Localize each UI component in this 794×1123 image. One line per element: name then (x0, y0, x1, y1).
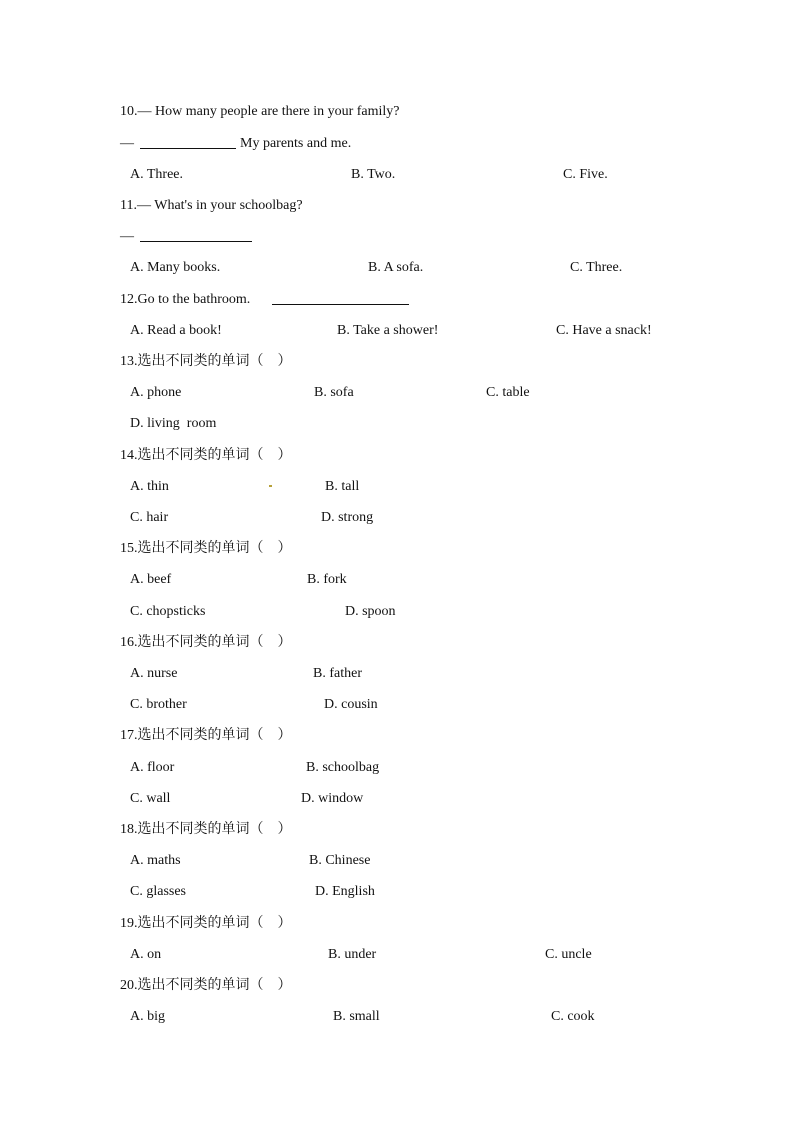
question-11-prompt: 11.— What's in your schoolbag? (120, 198, 303, 213)
option-b[interactable]: B. Chinese (309, 853, 371, 868)
option-a[interactable]: A. big (130, 1009, 165, 1024)
option-a[interactable]: A. floor (130, 760, 175, 775)
option-b[interactable]: B. fork (307, 572, 347, 587)
option-a[interactable]: A. on (130, 947, 162, 962)
question-20-prompt: 20.选出不同类的单词（ ） (120, 978, 292, 993)
question-19-prompt: 19.选出不同类的单词（ ） (120, 916, 292, 931)
option-a[interactable]: A. Read a book! (130, 323, 222, 338)
question-11-prompt-line (0, 196, 794, 216)
question-16-options-row2 (0, 695, 794, 715)
question-18-options-row1 (0, 851, 794, 871)
option-d[interactable]: D. window (301, 791, 364, 806)
question-16-prompt-line (0, 633, 794, 653)
question-11-answer-dash: — (120, 229, 134, 244)
question-14-prompt: 14.选出不同类的单词（ ） (120, 448, 292, 463)
option-c[interactable]: C. glasses (130, 884, 186, 899)
option-a[interactable]: A. Three. (130, 167, 183, 182)
question-15-prompt: 15.选出不同类的单词（ ） (120, 541, 292, 556)
question-17-options-row2 (0, 789, 794, 809)
question-10-answer-line (0, 134, 794, 154)
question-13-prompt: 13.选出不同类的单词（ ） (120, 354, 292, 369)
question-19-prompt-line (0, 914, 794, 934)
option-c[interactable]: C. Five. (563, 167, 608, 182)
question-18-prompt-line (0, 820, 794, 840)
question-11-answer-blank[interactable] (140, 227, 252, 249)
option-c[interactable]: C. brother (130, 697, 187, 712)
question-12-options (0, 321, 794, 341)
question-18-options-row2 (0, 882, 794, 902)
question-11-answer-line (0, 227, 794, 247)
question-10-answer-suffix: My parents and me. (240, 136, 352, 151)
option-c[interactable]: C. hair (130, 510, 169, 525)
question-15-options-row2 (0, 602, 794, 622)
question-12-answer-blank[interactable] (272, 290, 409, 312)
question-11-options (0, 258, 794, 278)
option-c[interactable]: C. Have a snack! (556, 323, 652, 338)
question-19-options (0, 945, 794, 965)
question-16-options-row1 (0, 664, 794, 684)
question-10-answer-blank[interactable] (140, 134, 236, 156)
option-d[interactable]: D. English (315, 884, 375, 899)
option-b[interactable]: B. A sofa. (368, 260, 424, 275)
option-c[interactable]: C. Three. (570, 260, 623, 275)
option-d[interactable]: D. spoon (345, 604, 396, 619)
option-d[interactable]: D. living room (130, 416, 217, 431)
stray-mark (269, 485, 272, 487)
option-d[interactable]: D. cousin (324, 697, 378, 712)
question-17-options-row1 (0, 758, 794, 778)
option-a[interactable]: A. maths (130, 853, 181, 868)
option-c[interactable]: C. uncle (545, 947, 592, 962)
option-b[interactable]: B. father (313, 666, 362, 681)
option-c[interactable]: C. wall (130, 791, 171, 806)
option-c[interactable]: C. chopsticks (130, 604, 206, 619)
question-14-prompt-line (0, 446, 794, 466)
option-a[interactable]: A. thin (130, 479, 169, 494)
option-c[interactable]: C. table (486, 385, 530, 400)
question-10-prompt: 10.— How many people are there in your family? (120, 104, 400, 119)
option-b[interactable]: B. sofa (314, 385, 354, 400)
question-17-prompt-line (0, 726, 794, 746)
option-b[interactable]: B. tall (325, 479, 360, 494)
option-b[interactable]: B. schoolbag (306, 760, 380, 775)
question-17-prompt: 17.选出不同类的单词（ ） (120, 728, 292, 743)
option-a[interactable]: A. nurse (130, 666, 178, 681)
question-12-prompt: 12.Go to the bathroom. (120, 292, 251, 307)
option-d[interactable]: D. strong (321, 510, 374, 525)
question-10-answer-dash: — (120, 136, 134, 151)
question-20-prompt-line (0, 976, 794, 996)
question-20-options (0, 1007, 794, 1027)
question-13-prompt-line (0, 352, 794, 372)
option-c[interactable]: C. cook (551, 1009, 595, 1024)
option-a[interactable]: A. beef (130, 572, 172, 587)
question-15-prompt-line (0, 539, 794, 559)
question-10-options (0, 165, 794, 185)
option-b[interactable]: B. under (328, 947, 377, 962)
option-b[interactable]: B. Two. (351, 167, 396, 182)
question-18-prompt: 18.选出不同类的单词（ ） (120, 822, 292, 837)
option-b[interactable]: B. small (333, 1009, 380, 1024)
question-14-options-row2 (0, 508, 794, 528)
question-13-options-row2 (0, 414, 794, 434)
question-12-prompt-line (0, 290, 794, 310)
question-10-prompt-line (0, 102, 794, 122)
option-b[interactable]: B. Take a shower! (337, 323, 439, 338)
option-a[interactable]: A. Many books. (130, 260, 221, 275)
question-14-options-row1 (0, 477, 794, 497)
question-16-prompt: 16.选出不同类的单词（ ） (120, 635, 292, 650)
option-a[interactable]: A. phone (130, 385, 182, 400)
question-15-options-row1 (0, 570, 794, 590)
question-13-options-row1 (0, 383, 794, 403)
